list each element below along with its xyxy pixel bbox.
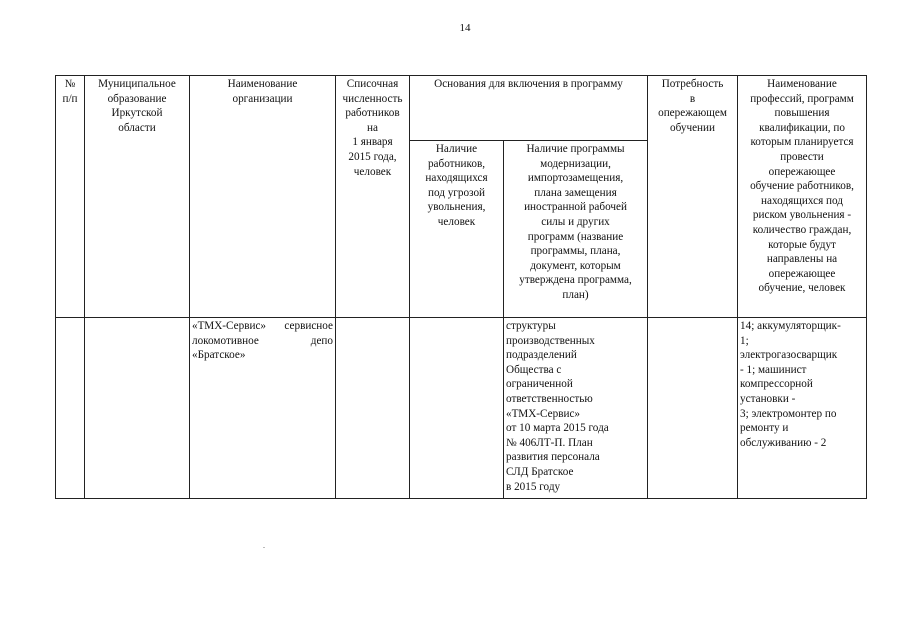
- header-headcount: Списочная численность работников на 1 января 2015 года, человек: [336, 76, 410, 318]
- cell-organization: «ТМХ-Сервис» сервисное локомотивное депо «Братское»: [190, 318, 336, 499]
- cell-professions: 14; аккумуляторщик- 1; электрогазосварщик - 1; машинист компрессорной установки - 3; электромонтер по ремонту и обслуживанию - 2: [738, 318, 867, 499]
- header-at-risk: Наличие работников, находящихся под угрозой увольнения, человек: [410, 141, 504, 318]
- cell-program: структуры производственных подразделений Общества с ограниченной ответственностью «ТМХ-Сервис» от 10 марта 2015 года № 406ЛТ-П. План развития персонала СЛД Братское в 2015 году: [504, 318, 648, 499]
- document-table: [55, 75, 867, 499]
- cell-num: [56, 318, 85, 499]
- cell-municipality: [85, 318, 190, 499]
- cell-need: [648, 318, 738, 499]
- cell-at-risk: [410, 318, 504, 499]
- header-professions: Наименование профессий, программ повышения квалификации, по которым планируется провести опережающее обучение работников, находящихся под риском увольнения - количество граждан, которые будут направлены на опережающее обучение, человек: [738, 76, 867, 318]
- header-grounds: Основания для включения в программу: [410, 76, 648, 141]
- header-need: Потребность в опережающем обучении: [648, 76, 738, 318]
- header-organization: Наименование организации: [190, 76, 336, 318]
- header-program: Наличие программы модернизации, импортозамещения, плана замещения иностранной рабочей силы и других программ (название программы, плана, документ, которым утверждена программа, план): [504, 141, 648, 318]
- header-municipality: Муниципальное образование Иркутской области: [85, 76, 190, 318]
- header-num: № п/п: [56, 76, 85, 318]
- header-row-1: [56, 76, 867, 141]
- page-number: 14: [459, 22, 471, 34]
- scan-speck: [263, 547, 265, 548]
- table-row: [56, 318, 867, 499]
- cell-headcount: [336, 318, 410, 499]
